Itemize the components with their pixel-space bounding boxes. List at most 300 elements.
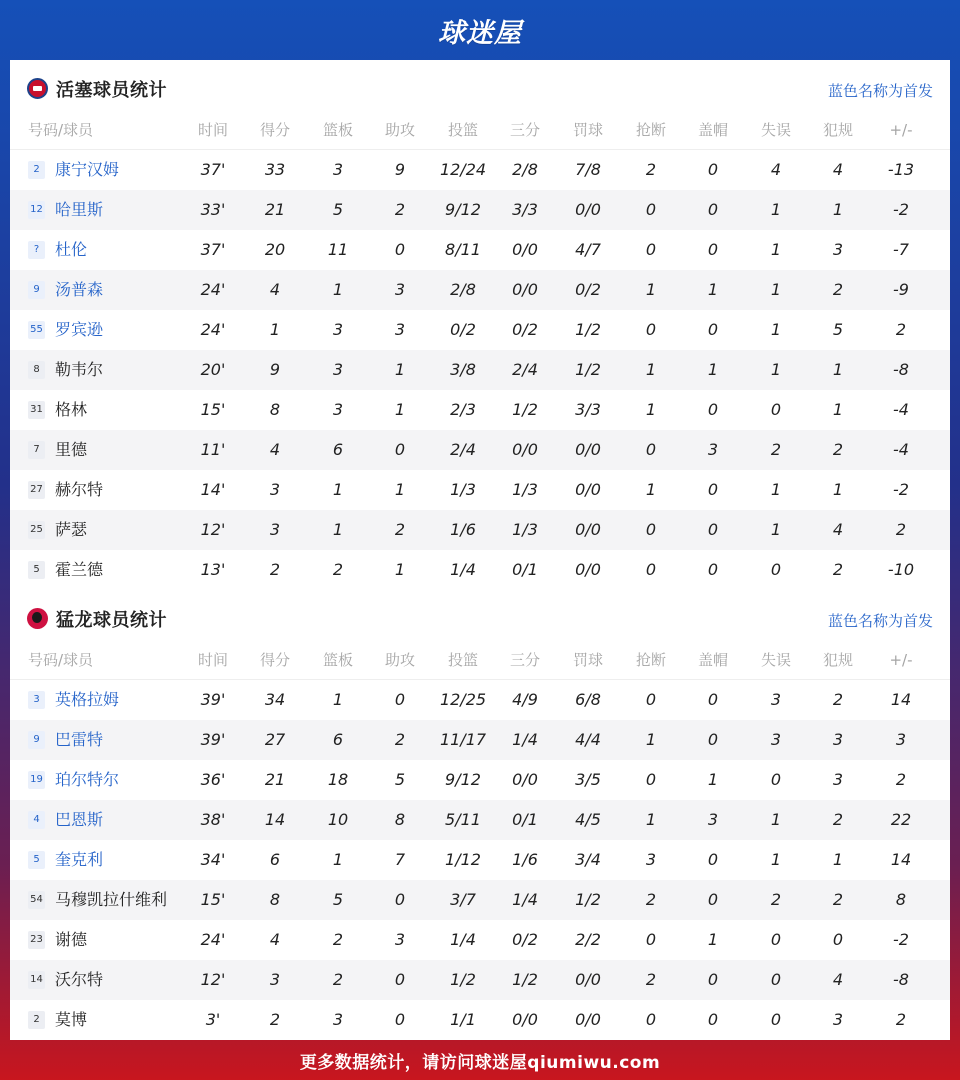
- table-header-row: [10, 110, 950, 150]
- player-name-link[interactable]: 奎克利: [55, 850, 104, 869]
- jersey-number-badge: 8: [28, 361, 45, 379]
- stat-cell: 3: [394, 930, 406, 949]
- jersey-number-badge: 55: [28, 321, 45, 339]
- stat-cell: 2: [332, 970, 344, 989]
- player-name-link[interactable]: 勒韦尔: [55, 360, 104, 379]
- stat-cell: 1: [394, 360, 406, 379]
- stat-cell: 0: [770, 1010, 782, 1029]
- stat-cell: 0/0: [575, 520, 601, 539]
- column-header: 失误: [760, 121, 791, 139]
- stat-cell: 1/2: [575, 890, 601, 909]
- jersey-number-badge: 12: [28, 201, 45, 219]
- player-name-link[interactable]: 赫尔特: [55, 480, 104, 499]
- stat-cell: 1/2: [512, 400, 538, 419]
- column-header: 犯规: [822, 651, 853, 669]
- stat-cell: 4/9: [512, 690, 538, 709]
- stat-cell: 2: [832, 810, 844, 829]
- player-name-link[interactable]: 萨瑟: [55, 520, 88, 539]
- stat-cell: 9: [394, 160, 406, 179]
- player-name-link[interactable]: 格林: [55, 400, 88, 419]
- stat-cell: 0: [394, 240, 406, 259]
- stat-cell: 2/4: [512, 360, 538, 379]
- column-header: 三分: [509, 121, 540, 139]
- stat-cell: 0: [770, 770, 782, 789]
- stat-cell: 13': [200, 560, 226, 579]
- stat-cell: 2: [770, 440, 782, 459]
- footer-link-text[interactable]: 更多数据统计，请访问球迷屋qiumiwu.com: [299, 1052, 661, 1073]
- stat-cell: 2: [832, 690, 844, 709]
- stat-cell: 2: [645, 160, 657, 179]
- stat-cell: 36': [200, 770, 226, 789]
- player-name-link[interactable]: 康宁汉姆: [55, 160, 120, 179]
- stat-cell: -2: [893, 930, 909, 949]
- stat-cell: 1/1: [450, 1010, 476, 1029]
- stat-cell: 2: [332, 930, 344, 949]
- stat-cell: 1: [394, 560, 406, 579]
- column-header: 时间: [197, 651, 228, 669]
- stat-cell: 0/0: [575, 440, 601, 459]
- stat-cell: 0: [394, 1010, 406, 1029]
- stats-panel: [10, 60, 950, 1040]
- stat-cell: 0/0: [575, 200, 601, 219]
- stat-cell: -10: [887, 560, 915, 579]
- stat-cell: 2: [269, 560, 281, 579]
- player-name-link[interactable]: 英格拉姆: [55, 690, 120, 709]
- stat-cell: 4/4: [575, 730, 601, 749]
- stat-cell: 0: [707, 400, 719, 419]
- stat-cell: 9/12: [445, 770, 481, 789]
- stat-cell: 2: [394, 520, 406, 539]
- jersey-number-badge: ?: [28, 241, 45, 259]
- stat-cell: 0: [770, 560, 782, 579]
- jersey-number-badge: 54: [28, 891, 45, 909]
- table-row: [10, 720, 950, 760]
- stat-cell: 0: [645, 200, 657, 219]
- stat-cell: 1: [832, 200, 844, 219]
- stat-cell: 1/4: [450, 930, 476, 949]
- stat-cell: 18: [327, 770, 349, 789]
- column-header: 篮板: [322, 121, 353, 139]
- stat-cell: 4: [770, 160, 782, 179]
- stat-cell: 1: [269, 320, 281, 339]
- stat-cell: 37': [200, 240, 226, 259]
- table-row: [10, 680, 950, 720]
- stat-cell: 12': [200, 520, 226, 539]
- stat-cell: 3/7: [450, 890, 476, 909]
- stat-cell: 0: [645, 1010, 657, 1029]
- stat-cell: 3: [332, 160, 344, 179]
- stat-cell: 0: [707, 160, 719, 179]
- stat-cell: 0: [645, 320, 657, 339]
- player-name-link[interactable]: 霍兰德: [55, 560, 104, 579]
- player-name-link[interactable]: 罗宾逊: [55, 320, 104, 339]
- stat-cell: 1/12: [445, 850, 481, 869]
- stat-cell: 3: [645, 850, 657, 869]
- stat-cell: 0/0: [512, 440, 538, 459]
- stat-cell: 24': [200, 280, 226, 299]
- stat-cell: 0: [707, 520, 719, 539]
- stat-cell: 37': [200, 160, 226, 179]
- stat-cell: 1/3: [512, 480, 538, 499]
- stat-cell: 1/4: [512, 730, 538, 749]
- pistons-logo-icon: [27, 78, 48, 99]
- stat-cell: 1: [770, 320, 782, 339]
- jersey-number-badge: 3: [28, 691, 45, 709]
- stat-cell: 1/2: [575, 360, 601, 379]
- stat-cell: 2: [895, 770, 907, 789]
- stat-cell: 1: [707, 770, 719, 789]
- stat-cell: 0: [770, 400, 782, 419]
- starter-legend-note: 蓝色名称为首发: [827, 612, 933, 630]
- jersey-number-badge: 9: [28, 731, 45, 749]
- stat-cell: 0: [645, 240, 657, 259]
- stat-cell: 2/4: [450, 440, 476, 459]
- player-name-link[interactable]: 巴雷特: [55, 730, 104, 749]
- stat-cell: 3: [332, 400, 344, 419]
- brand-header: [0, 0, 960, 60]
- stat-cell: 0: [832, 930, 844, 949]
- column-header: 得分: [259, 121, 290, 139]
- stat-cell: 8: [895, 890, 907, 909]
- stat-cell: 0/2: [450, 320, 476, 339]
- stat-cell: 1/3: [450, 480, 476, 499]
- table-row: [10, 880, 950, 920]
- column-header: 抢断: [635, 121, 666, 139]
- stat-cell: 1: [770, 810, 782, 829]
- jersey-number-badge: 19: [28, 771, 45, 789]
- stat-cell: 14': [200, 480, 226, 499]
- stat-cell: 34': [200, 850, 226, 869]
- stat-cell: 1: [332, 280, 344, 299]
- stat-cell: 1/2: [512, 970, 538, 989]
- stat-cell: 2/2: [575, 930, 601, 949]
- stat-cell: 20': [200, 360, 226, 379]
- stat-cell: -4: [893, 440, 909, 459]
- stat-cell: 3: [394, 280, 406, 299]
- stat-cell: 12': [200, 970, 226, 989]
- stat-cell: 12/24: [439, 160, 487, 179]
- stat-cell: 4: [832, 520, 844, 539]
- jersey-number-badge: 25: [28, 521, 45, 539]
- stat-cell: 0: [707, 1010, 719, 1029]
- player-name-link[interactable]: 沃尔特: [55, 970, 104, 989]
- stat-cell: 1/4: [450, 560, 476, 579]
- stat-cell: 1: [832, 850, 844, 869]
- stat-cell: 3: [707, 440, 719, 459]
- stat-cell: 14: [890, 850, 912, 869]
- stat-cell: 0: [707, 690, 719, 709]
- stat-cell: 15': [200, 400, 226, 419]
- stat-cell: 0: [707, 240, 719, 259]
- stat-cell: 6: [332, 440, 344, 459]
- jersey-number-badge: 5: [28, 851, 45, 869]
- stat-cell: 1: [707, 280, 719, 299]
- player-name-link[interactable]: 汤普森: [55, 280, 104, 299]
- jersey-number-badge: 14: [28, 971, 45, 989]
- stat-cell: 2: [895, 320, 907, 339]
- column-header-player: 号码/球员: [28, 651, 94, 669]
- stat-cell: 4: [269, 280, 281, 299]
- stat-cell: 1: [770, 280, 782, 299]
- stat-cell: 2: [895, 520, 907, 539]
- stat-cell: 3: [832, 240, 844, 259]
- stat-cell: 1: [770, 240, 782, 259]
- stat-cell: -2: [893, 200, 909, 219]
- stat-cell: 3/4: [575, 850, 601, 869]
- stat-cell: 3: [269, 480, 281, 499]
- stat-cell: 1/2: [575, 320, 601, 339]
- stat-cell: 0/2: [575, 280, 601, 299]
- player-name-link[interactable]: 马穆凯拉什维利: [55, 890, 168, 909]
- stat-cell: 1/2: [450, 970, 476, 989]
- stat-cell: 5: [394, 770, 406, 789]
- stat-cell: 2: [645, 890, 657, 909]
- stat-cell: 9: [269, 360, 281, 379]
- stat-cell: 0: [645, 440, 657, 459]
- stat-cell: 21: [264, 770, 286, 789]
- stat-cell: 0: [770, 930, 782, 949]
- stat-cell: 8: [269, 890, 281, 909]
- stat-cell: 0/1: [512, 810, 538, 829]
- table-row: [10, 800, 950, 840]
- stat-cell: 24': [200, 930, 226, 949]
- stat-cell: 1: [394, 400, 406, 419]
- player-name-link[interactable]: 杜伦: [55, 240, 88, 259]
- table-row: [10, 430, 950, 470]
- stat-cell: 2: [332, 560, 344, 579]
- column-header: 助攻: [384, 651, 415, 669]
- stat-cell: 2: [832, 560, 844, 579]
- stat-cell: 3: [770, 690, 782, 709]
- stat-cell: 0: [645, 520, 657, 539]
- stat-cell: 3: [269, 520, 281, 539]
- stat-cell: 1: [645, 480, 657, 499]
- column-header: 三分: [509, 651, 540, 669]
- stat-cell: 11': [200, 440, 226, 459]
- stat-cell: 0/0: [575, 480, 601, 499]
- stat-cell: -8: [893, 970, 909, 989]
- stat-cell: 0/0: [512, 240, 538, 259]
- stat-cell: 5: [332, 890, 344, 909]
- stat-cell: 24': [200, 320, 226, 339]
- stat-cell: 1: [332, 520, 344, 539]
- column-header: +/-: [889, 121, 913, 139]
- stats-table: [10, 640, 950, 1040]
- stat-cell: 1/6: [512, 850, 538, 869]
- stat-cell: 1: [394, 480, 406, 499]
- stat-cell: 27: [264, 730, 286, 749]
- stat-cell: 21: [264, 200, 286, 219]
- stat-cell: 3: [269, 970, 281, 989]
- table-row: [10, 550, 950, 590]
- stat-cell: 1/3: [512, 520, 538, 539]
- stat-cell: 3/5: [575, 770, 601, 789]
- stat-cell: 0: [707, 200, 719, 219]
- column-header: 篮板: [322, 651, 353, 669]
- stat-cell: 3: [707, 810, 719, 829]
- stat-cell: 1: [770, 360, 782, 379]
- stat-cell: 0: [645, 770, 657, 789]
- stat-cell: 0: [707, 480, 719, 499]
- stat-cell: 39': [200, 690, 226, 709]
- table-row: [10, 270, 950, 310]
- stat-cell: 8/11: [445, 240, 481, 259]
- stat-cell: 33': [200, 200, 226, 219]
- jersey-number-badge: 4: [28, 811, 45, 829]
- player-name-link[interactable]: 巴恩斯: [55, 810, 104, 829]
- stat-cell: 0: [645, 690, 657, 709]
- stat-cell: 20: [264, 240, 286, 259]
- stat-cell: 1: [832, 480, 844, 499]
- stat-cell: 8: [269, 400, 281, 419]
- raptors-logo-icon: [27, 608, 48, 629]
- stat-cell: -13: [887, 160, 915, 179]
- stat-cell: 4/7: [575, 240, 601, 259]
- stat-cell: 0: [707, 560, 719, 579]
- starter-legend-note: 蓝色名称为首发: [827, 82, 933, 100]
- stat-cell: 10: [327, 810, 349, 829]
- stat-cell: 0/0: [575, 970, 601, 989]
- column-header: 抢断: [635, 651, 666, 669]
- stat-cell: 4: [832, 970, 844, 989]
- stat-cell: 2: [394, 200, 406, 219]
- stat-cell: 0: [707, 850, 719, 869]
- stat-cell: 0: [394, 440, 406, 459]
- stat-cell: 0: [707, 970, 719, 989]
- stat-cell: 12/25: [439, 690, 487, 709]
- stat-cell: 2/8: [450, 280, 476, 299]
- stat-cell: 0: [707, 730, 719, 749]
- table-row: [10, 310, 950, 350]
- stat-cell: 5/11: [445, 810, 481, 829]
- jersey-number-badge: 2: [28, 1011, 45, 1029]
- brand-logo: 球迷屋: [438, 17, 522, 49]
- player-name-link[interactable]: 哈里斯: [55, 200, 104, 219]
- stat-cell: 0/0: [575, 1010, 601, 1029]
- stat-cell: 1: [332, 850, 344, 869]
- column-header: 得分: [259, 651, 290, 669]
- stat-cell: 1/4: [512, 890, 538, 909]
- stat-cell: 0/0: [575, 560, 601, 579]
- stat-cell: 1: [645, 400, 657, 419]
- stat-cell: -7: [893, 240, 909, 259]
- stat-cell: 3: [332, 1010, 344, 1029]
- column-header: 失误: [760, 651, 791, 669]
- stat-cell: 38': [200, 810, 226, 829]
- stat-cell: 6: [269, 850, 281, 869]
- stat-cell: 11: [327, 240, 349, 259]
- jersey-number-badge: 7: [28, 441, 45, 459]
- stat-cell: 2/3: [450, 400, 476, 419]
- stat-cell: 0/0: [512, 1010, 538, 1029]
- stat-cell: 2: [832, 890, 844, 909]
- stat-cell: -9: [893, 280, 909, 299]
- table-row: [10, 840, 950, 880]
- table-row: [10, 470, 950, 510]
- stat-cell: 3: [394, 320, 406, 339]
- table-row: [10, 190, 950, 230]
- jersey-number-badge: 2: [28, 161, 45, 179]
- column-header: 罚球: [572, 651, 603, 669]
- stat-cell: 2: [770, 890, 782, 909]
- stat-cell: 1: [332, 480, 344, 499]
- stat-cell: 0: [707, 890, 719, 909]
- player-name-link[interactable]: 莫博: [55, 1010, 88, 1029]
- stat-cell: 3/3: [512, 200, 538, 219]
- stat-cell: 3: [332, 320, 344, 339]
- column-header: 投篮: [447, 651, 478, 669]
- jersey-number-badge: 27: [28, 481, 45, 499]
- stat-cell: 1: [332, 690, 344, 709]
- column-header: +/-: [889, 651, 913, 669]
- stat-cell: 0: [394, 890, 406, 909]
- stat-cell: -4: [893, 400, 909, 419]
- table-row: [10, 760, 950, 800]
- stat-cell: 3: [832, 730, 844, 749]
- stat-cell: 0: [394, 970, 406, 989]
- stat-cell: 14: [264, 810, 286, 829]
- section-title: 活塞球员统计: [56, 80, 167, 101]
- stat-cell: 0/2: [512, 320, 538, 339]
- stat-cell: 15': [200, 890, 226, 909]
- stat-cell: 1: [770, 480, 782, 499]
- stat-cell: 3: [832, 1010, 844, 1029]
- stat-cell: 3: [770, 730, 782, 749]
- stat-cell: 0/0: [512, 770, 538, 789]
- player-name-link[interactable]: 里德: [55, 440, 88, 459]
- player-name-link[interactable]: 珀尔特尔: [55, 770, 120, 789]
- column-header: 盖帽: [697, 121, 728, 139]
- stat-cell: 5: [332, 200, 344, 219]
- stat-cell: 4/5: [575, 810, 601, 829]
- stat-cell: 0/0: [512, 280, 538, 299]
- stat-cell: 0: [645, 930, 657, 949]
- table-row: [10, 230, 950, 270]
- table-row: [10, 510, 950, 550]
- section-title: 猛龙球员统计: [56, 610, 167, 631]
- player-name-link[interactable]: 谢德: [55, 930, 88, 949]
- stat-cell: 1: [645, 360, 657, 379]
- stat-cell: 34: [264, 690, 286, 709]
- stat-cell: 2: [269, 1010, 281, 1029]
- stat-cell: 11/17: [439, 730, 487, 749]
- stat-cell: 33: [264, 160, 286, 179]
- stat-cell: 3: [832, 770, 844, 789]
- stat-cell: 1: [832, 360, 844, 379]
- stat-cell: 0: [645, 560, 657, 579]
- jersey-number-badge: 5: [28, 561, 45, 579]
- table-row: [10, 920, 950, 960]
- jersey-number-badge: 9: [28, 281, 45, 299]
- stat-cell: 7/8: [575, 160, 601, 179]
- stat-cell: 2: [645, 970, 657, 989]
- footer-banner: [0, 1040, 960, 1080]
- stat-cell: 1: [645, 810, 657, 829]
- table-row: [10, 1000, 950, 1040]
- stat-cell: 0/1: [512, 560, 538, 579]
- stat-cell: 39': [200, 730, 226, 749]
- stat-cell: 9/12: [445, 200, 481, 219]
- stat-cell: 6: [332, 730, 344, 749]
- stat-cell: 1: [832, 400, 844, 419]
- table-row: [10, 390, 950, 430]
- stat-cell: 3: [895, 730, 907, 749]
- stat-cell: 1: [770, 520, 782, 539]
- stat-cell: 2: [895, 1010, 907, 1029]
- stat-cell: 1: [707, 360, 719, 379]
- stat-cell: 2: [832, 280, 844, 299]
- stat-cell: 7: [394, 850, 406, 869]
